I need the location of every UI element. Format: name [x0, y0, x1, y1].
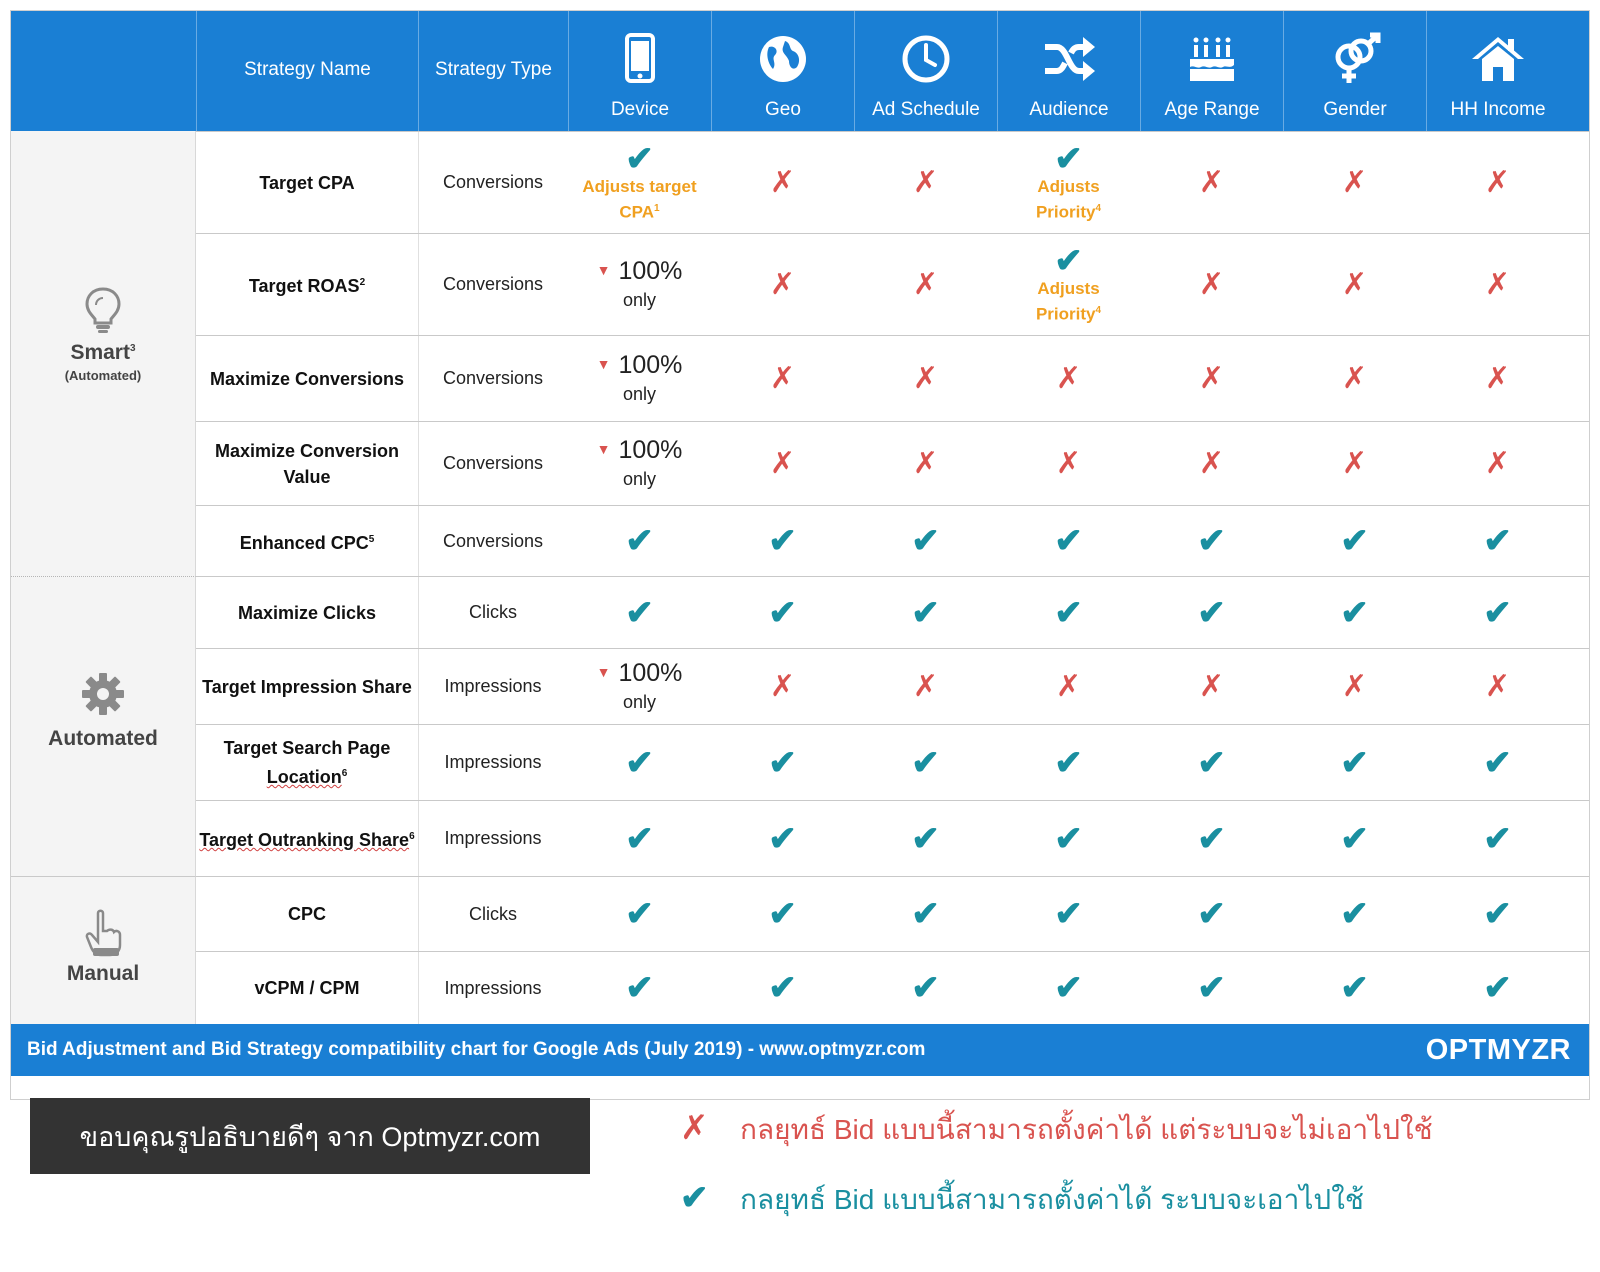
check-icon: ✔: [911, 522, 940, 560]
cell-audience: [997, 422, 1140, 505]
strategy-type: Conversions: [442, 368, 544, 388]
cell-gender: [1283, 877, 1426, 951]
cross-icon: ✗: [1484, 267, 1511, 301]
device-icon: [612, 31, 668, 87]
group-smart-sup: 3: [129, 343, 136, 354]
check-icon: ✔: [625, 819, 654, 858]
house-icon: [1470, 31, 1526, 87]
strategy-type: Conversions: [442, 530, 544, 551]
cell-age-range: [1140, 801, 1283, 876]
cell-geo: [711, 649, 854, 724]
table-row: [196, 421, 1589, 505]
cell-geo: [711, 234, 854, 335]
cell-device: [568, 725, 711, 800]
percent-value: 100%: [618, 659, 683, 687]
cell-device: [568, 577, 711, 648]
cell-ad-schedule: [854, 422, 997, 505]
cell-geo: [711, 952, 854, 1024]
cross-icon: ✗: [1341, 165, 1368, 199]
cake-icon: [1184, 31, 1240, 87]
strategy-name: [196, 336, 419, 421]
cell-gender: [1283, 132, 1426, 233]
cross-icon: ✗: [1341, 446, 1368, 480]
cell-ad-schedule: [854, 725, 997, 800]
cell-gender: [1283, 649, 1426, 724]
strategy-name-text-2: Location: [266, 767, 342, 787]
check-icon: ✔: [1054, 969, 1083, 1007]
cell-age-range: [1140, 725, 1283, 800]
check-icon: ✔: [768, 819, 797, 858]
check-icon: ✔: [911, 743, 940, 782]
cell-age-range: [1140, 234, 1283, 335]
strategy-name: [196, 132, 419, 233]
cell-hh-income: [1426, 801, 1569, 876]
cell-device: [568, 132, 711, 233]
check-icon: ✔: [625, 139, 654, 178]
percent-value: 100%: [618, 351, 683, 379]
cross-icon: ✗: [912, 669, 939, 703]
cross-icon: ✗: [769, 267, 796, 301]
cell-geo: [711, 725, 854, 800]
header-col-label: Ad Schedule: [872, 99, 980, 120]
cell-device: [568, 952, 711, 1024]
table-row: [196, 648, 1589, 724]
check-icon: ✔: [625, 895, 654, 933]
cell-hh-income: [1426, 234, 1569, 335]
cell-ad-schedule: [854, 336, 997, 421]
table-row: [196, 576, 1589, 648]
strategy-name: [196, 506, 419, 576]
cell-gender: [1283, 234, 1426, 335]
cell-gender: [1283, 577, 1426, 648]
cell-device: [568, 336, 711, 421]
strategy-type: Conversions: [442, 453, 544, 473]
check-icon: ✔: [1483, 743, 1512, 782]
cross-icon: ✗: [769, 446, 796, 480]
table-header: [11, 11, 1589, 131]
header-col-geo: [711, 11, 854, 131]
cell-age-range: [1140, 577, 1283, 648]
cell-note: Adjusts Priority: [1035, 176, 1100, 222]
check-icon: ✔: [1197, 522, 1226, 560]
cell-geo: [711, 506, 854, 576]
only-label: only: [622, 290, 657, 310]
check-icon: ✔: [1197, 819, 1226, 858]
cell-audience: [997, 877, 1140, 951]
compatibility-chart: [10, 10, 1590, 1100]
cross-icon: ✗: [1198, 267, 1225, 301]
thanks-text: ขอบคุณรูปอธิบายดีๆ จาก Optmyzr.com: [79, 1121, 541, 1152]
cell-audience: [997, 132, 1140, 233]
cell-age-range: [1140, 132, 1283, 233]
footnote-marker: 4: [1095, 304, 1102, 316]
strategy-type: Impressions: [444, 676, 542, 696]
cell-hh-income: [1426, 577, 1569, 648]
check-icon: ✔: [625, 522, 654, 560]
strategy-type: Impressions: [444, 977, 542, 998]
check-icon: ✔: [1340, 969, 1369, 1007]
cell-geo: [711, 801, 854, 876]
strategy-name: [196, 422, 419, 505]
check-icon: ✔: [768, 522, 797, 560]
strategy-name-text: Enhanced CPC: [239, 532, 369, 553]
cross-icon: ✗: [1198, 669, 1225, 703]
cell-device: [568, 234, 711, 335]
check-icon: ✔: [1340, 522, 1369, 560]
cell-age-range: [1140, 877, 1283, 951]
check-icon: ✔: [1340, 895, 1369, 933]
footnote-marker: 5: [368, 533, 375, 545]
cell-audience: [997, 234, 1140, 335]
check-icon: ✔: [1197, 593, 1226, 632]
check-icon: ✔: [911, 593, 940, 632]
footnote-marker: 4: [1095, 202, 1102, 214]
triangle-down-icon: ▼: [596, 356, 611, 372]
legend-check-text: กลยุทธ์ Bid แบบนี้สามารถตั้งค่าได้ ระบบจะเอาไปใช้: [740, 1184, 1364, 1215]
only-label: only: [622, 469, 657, 489]
cell-geo: [711, 422, 854, 505]
footer-caption: Bid Adjustment and Bid Strategy compatibility chart for Google Ads (July 2019) - www.optmyzr.com: [27, 1039, 926, 1060]
check-icon: ✔: [1197, 895, 1226, 933]
header-col-label: Gender: [1323, 99, 1387, 120]
thanks-banner: [30, 1098, 590, 1174]
cell-gender: [1283, 725, 1426, 800]
check-icon: ✔: [1197, 743, 1226, 782]
check-icon: ✔: [1483, 819, 1512, 858]
cross-icon: ✗: [912, 165, 939, 199]
cross-icon: ✗: [680, 1109, 709, 1147]
cross-icon: ✗: [1484, 165, 1511, 199]
check-icon: ✔: [1054, 139, 1083, 178]
cell-hh-income: [1426, 649, 1569, 724]
cell-ad-schedule: [854, 132, 997, 233]
cross-icon: ✗: [1198, 361, 1225, 395]
strategy-name-text: Maximize Conversions: [209, 368, 405, 389]
cell-audience: [997, 577, 1140, 648]
footnote-marker: 6: [409, 831, 415, 842]
header-col-label: Audience: [1029, 99, 1109, 120]
group-manual-label: Manual: [66, 962, 140, 985]
strategy-type: Clicks: [469, 602, 517, 622]
strategy-name-text: Target Impression Share: [202, 676, 412, 697]
cross-icon: ✗: [769, 165, 796, 199]
header-col-label: Age Range: [1164, 99, 1260, 120]
cell-audience: [997, 801, 1140, 876]
gender-icon: [1327, 31, 1383, 87]
check-icon: ✔: [1197, 969, 1226, 1007]
group-automated: [11, 576, 196, 876]
cross-icon: ✗: [1484, 669, 1511, 703]
strategy-name: [196, 577, 419, 648]
globe-icon: [755, 31, 811, 87]
cell-audience: [997, 725, 1140, 800]
check-icon: ✔: [768, 593, 797, 632]
check-icon: ✔: [911, 895, 940, 933]
check-icon: ✔: [911, 819, 940, 858]
group-smart-label: Smart: [70, 341, 130, 364]
check-icon: ✔: [1054, 241, 1083, 280]
table-row: [196, 724, 1589, 800]
check-icon: ✔: [1483, 895, 1512, 933]
cell-hh-income: [1426, 725, 1569, 800]
header-col-ad-schedule: [854, 11, 997, 131]
cell-device: [568, 801, 711, 876]
strategy-name-text: Maximize Conversion Value: [214, 440, 400, 487]
strategy-name: [196, 725, 419, 800]
legend-check: [680, 1178, 1364, 1222]
header-strategy-type-label: Strategy Type: [435, 59, 552, 80]
cell-hh-income: [1426, 422, 1569, 505]
strategy-type: Clicks: [469, 903, 517, 924]
cross-icon: ✗: [1341, 669, 1368, 703]
table-row: [196, 335, 1589, 421]
table-row: [196, 505, 1589, 576]
cross-icon: ✗: [912, 361, 939, 395]
cell-hh-income: [1426, 132, 1569, 233]
strategy-name-text: Target ROAS: [248, 276, 360, 296]
cross-icon: ✗: [769, 669, 796, 703]
triangle-down-icon: ▼: [596, 441, 611, 457]
check-icon: ✔: [625, 593, 654, 632]
cell-geo: [711, 577, 854, 648]
cross-icon: ✗: [1055, 361, 1082, 395]
strategy-name: [196, 877, 419, 951]
strategy-name: [196, 801, 419, 876]
percent-value: 100%: [618, 436, 683, 464]
footnote-marker: 6: [341, 768, 348, 779]
header-col-label: HH Income: [1450, 99, 1546, 120]
cell-age-range: [1140, 952, 1283, 1024]
cell-ad-schedule: [854, 506, 997, 576]
cell-geo: [711, 132, 854, 233]
header-col-hh-income: [1426, 11, 1569, 131]
cross-icon: ✗: [769, 361, 796, 395]
cell-age-range: [1140, 649, 1283, 724]
lightbulb-icon: [81, 286, 125, 334]
cell-ad-schedule: [854, 801, 997, 876]
cell-geo: [711, 877, 854, 951]
header-col-device: [568, 11, 711, 131]
shuffle-icon: [1041, 31, 1097, 87]
table-row: [196, 800, 1589, 876]
header-col-audience: [997, 11, 1140, 131]
cell-device: [568, 422, 711, 505]
table-row: [196, 876, 1589, 951]
cell-note: Adjusts Priority: [1035, 278, 1100, 324]
cell-gender: [1283, 506, 1426, 576]
strategy-name: [196, 952, 419, 1024]
hand-pointer-icon: [81, 909, 125, 957]
cell-audience: [997, 649, 1140, 724]
triangle-down-icon: ▼: [596, 262, 611, 278]
strategy-name-text: Target Search Page: [223, 738, 391, 758]
strategy-name-text: Target CPA: [259, 172, 355, 193]
cell-hh-income: [1426, 952, 1569, 1024]
strategy-name: [196, 234, 419, 335]
cell-device: [568, 506, 711, 576]
legend-cross: [680, 1108, 1433, 1152]
header-col-age-range: [1140, 11, 1283, 131]
legend-cross-text: กลยุทธ์ Bid แบบนี้สามารถตั้งค่าได้ แต่ระบบจะไม่เอาไปใช้: [740, 1114, 1433, 1145]
cross-icon: ✗: [1055, 446, 1082, 480]
strategy-name-text: CPC: [287, 904, 326, 924]
cell-ad-schedule: [854, 234, 997, 335]
cell-ad-schedule: [854, 649, 997, 724]
footnote-marker: 1: [654, 202, 660, 214]
strategy-name-text: Target Outranking Share: [199, 830, 410, 850]
check-icon: ✔: [1054, 819, 1083, 858]
cross-icon: ✗: [1198, 165, 1225, 199]
check-icon: ✔: [1054, 522, 1083, 560]
cross-icon: ✗: [1484, 361, 1511, 395]
table-row: [196, 233, 1589, 335]
strategy-name: [196, 649, 419, 724]
cell-device: [568, 877, 711, 951]
table-row: [196, 951, 1589, 1024]
optmyzr-logo: OPTMYZR: [1425, 1034, 1571, 1066]
check-icon: ✔: [1483, 969, 1512, 1007]
cell-hh-income: [1426, 506, 1569, 576]
cross-icon: ✗: [1484, 446, 1511, 480]
only-label: only: [622, 692, 657, 712]
cell-device: [568, 649, 711, 724]
check-icon: ✔: [1483, 522, 1512, 560]
header-col-label: Geo: [765, 99, 801, 120]
group-automated-label: Automated: [48, 727, 158, 750]
group-manual: [11, 876, 196, 1024]
cell-note: Adjusts target CPA: [582, 176, 697, 222]
check-icon: ✔: [1483, 593, 1512, 632]
cell-hh-income: [1426, 877, 1569, 951]
gear-icon: [81, 670, 125, 718]
header-strategy-type: [418, 11, 568, 131]
cell-geo: [711, 336, 854, 421]
check-icon: ✔: [625, 969, 654, 1007]
check-icon: ✔: [1340, 819, 1369, 858]
cross-icon: ✗: [1341, 267, 1368, 301]
cell-age-range: [1140, 506, 1283, 576]
cell-ad-schedule: [854, 577, 997, 648]
cell-audience: [997, 336, 1140, 421]
strategy-type: Conversions: [442, 274, 544, 294]
percent-value: 100%: [618, 257, 683, 285]
cross-icon: ✗: [912, 267, 939, 301]
strategy-name-text: Maximize Clicks: [237, 602, 377, 623]
cell-age-range: [1140, 336, 1283, 421]
cell-ad-schedule: [854, 952, 997, 1024]
cross-icon: ✗: [1341, 361, 1368, 395]
footer-bar: [11, 1024, 1589, 1076]
check-icon: ✔: [768, 895, 797, 933]
cell-gender: [1283, 952, 1426, 1024]
cell-gender: [1283, 801, 1426, 876]
cell-audience: [997, 952, 1140, 1024]
strategy-name-text: vCPM / CPM: [254, 978, 360, 998]
table-row: [196, 131, 1589, 233]
footnote-marker: 2: [359, 277, 366, 288]
check-icon: ✔: [1340, 743, 1369, 782]
cross-icon: ✗: [1055, 669, 1082, 703]
check-icon: ✔: [680, 1179, 709, 1217]
cross-icon: ✗: [912, 446, 939, 480]
cross-icon: ✗: [1198, 446, 1225, 480]
header-col-label: Device: [610, 99, 670, 120]
check-icon: ✔: [1340, 593, 1369, 632]
check-icon: ✔: [625, 743, 654, 782]
check-icon: ✔: [768, 743, 797, 782]
cell-ad-schedule: [854, 877, 997, 951]
cell-age-range: [1140, 422, 1283, 505]
check-icon: ✔: [1054, 743, 1083, 782]
group-smart: [11, 131, 196, 576]
cell-audience: [997, 506, 1140, 576]
header-strategy-name: [196, 11, 418, 131]
cell-gender: [1283, 336, 1426, 421]
header-strategy-name-label: Strategy Name: [244, 59, 371, 80]
strategy-type: Impressions: [444, 828, 542, 848]
strategy-type: Impressions: [444, 752, 542, 772]
cell-hh-income: [1426, 336, 1569, 421]
header-col-gender: [1283, 11, 1426, 131]
group-smart-sub: (Automated): [64, 368, 142, 383]
check-icon: ✔: [768, 969, 797, 1007]
only-label: only: [622, 384, 657, 404]
check-icon: ✔: [1054, 895, 1083, 933]
check-icon: ✔: [911, 969, 940, 1007]
cell-gender: [1283, 422, 1426, 505]
strategy-type: Conversions: [442, 172, 544, 192]
clock-icon: [898, 31, 954, 87]
triangle-down-icon: ▼: [596, 664, 611, 680]
check-icon: ✔: [1054, 593, 1083, 632]
